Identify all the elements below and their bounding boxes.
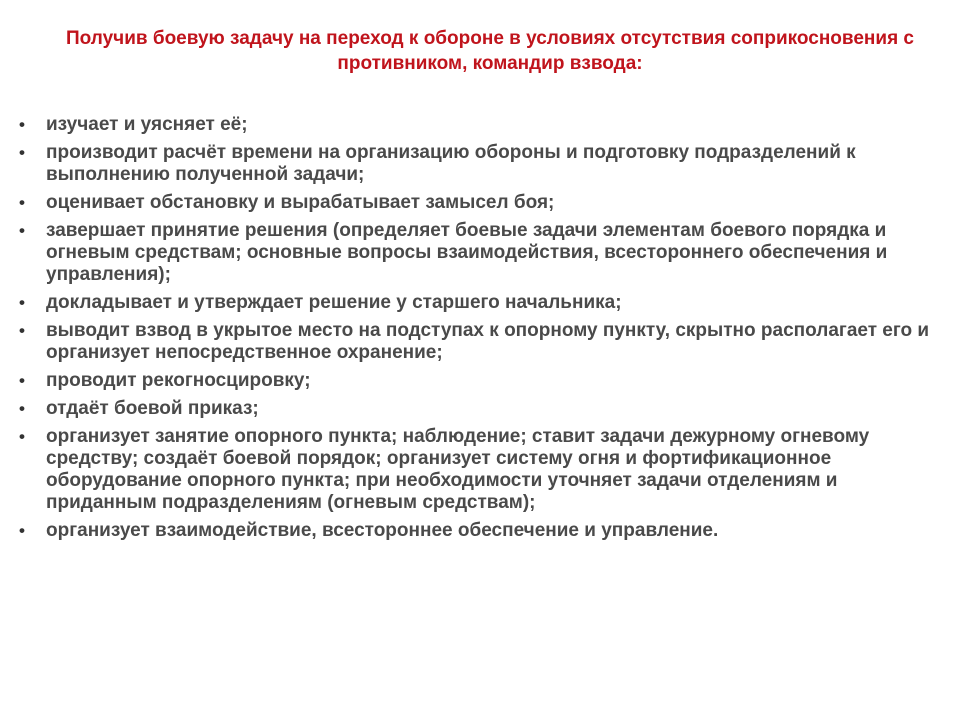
slide-title: Получив боевую задачу на переход к обороне в условиях отсутствия соприкосновения с противником, командир взвода: [66, 28, 914, 74]
list-item-text: завершает принятие решения (определяет боевые задачи элементам боевого порядка и огневым средствам; основные вопросы взаимодействия, всестороннего обеспечения и управления); [46, 220, 888, 285]
list-item [12, 220, 947, 286]
list-item-text: проводит рекогносцировку; [46, 370, 311, 391]
list-item [12, 292, 947, 314]
bullet-icon: • [19, 399, 25, 418]
list-item-text: организует взаимодействие, всестороннее обеспечение и управление. [46, 520, 719, 541]
bullet-icon: • [19, 143, 25, 162]
list-item [12, 142, 947, 186]
list-item [12, 370, 947, 392]
list-item [12, 398, 947, 420]
list-item [12, 114, 947, 136]
bullet-list [12, 114, 947, 548]
list-item-text: оценивает обстановку и вырабатывает замысел боя; [46, 192, 555, 213]
bullet-icon: • [19, 115, 25, 134]
bullet-icon: • [19, 371, 25, 390]
list-item [12, 520, 947, 542]
list-item-text: докладывает и утверждает решение у старшего начальника; [46, 292, 622, 313]
list-item [12, 320, 947, 364]
list-item [12, 192, 947, 214]
list-item-text: выводит взвод в укрытое место на подступах к опорному пункту, скрытно располагает его и организует непосредственное охранение; [46, 320, 930, 363]
bullet-icon: • [19, 427, 25, 446]
bullet-icon: • [19, 293, 25, 312]
list-item-text: производит расчёт времени на организацию обороны и подготовку подразделений к выполнению полученной задачи; [46, 142, 856, 185]
bullet-icon: • [19, 521, 25, 540]
list-item [12, 426, 947, 514]
list-item-text: отдаёт боевой приказ; [46, 398, 259, 419]
bullet-icon: • [19, 193, 25, 212]
bullet-icon: • [19, 221, 25, 240]
list-item-text: изучает и уясняет её; [46, 114, 248, 135]
bullet-icon: • [19, 321, 25, 340]
list-item-text: организует занятие опорного пункта; наблюдение; ставит задачи дежурному огневому средству; создаёт боевой порядок; организует систему огня и фортификационное оборудование опорного пункта; при необходимости уточняет задачи отделениям и приданным подразделениям (огневым средствам); [46, 426, 870, 513]
